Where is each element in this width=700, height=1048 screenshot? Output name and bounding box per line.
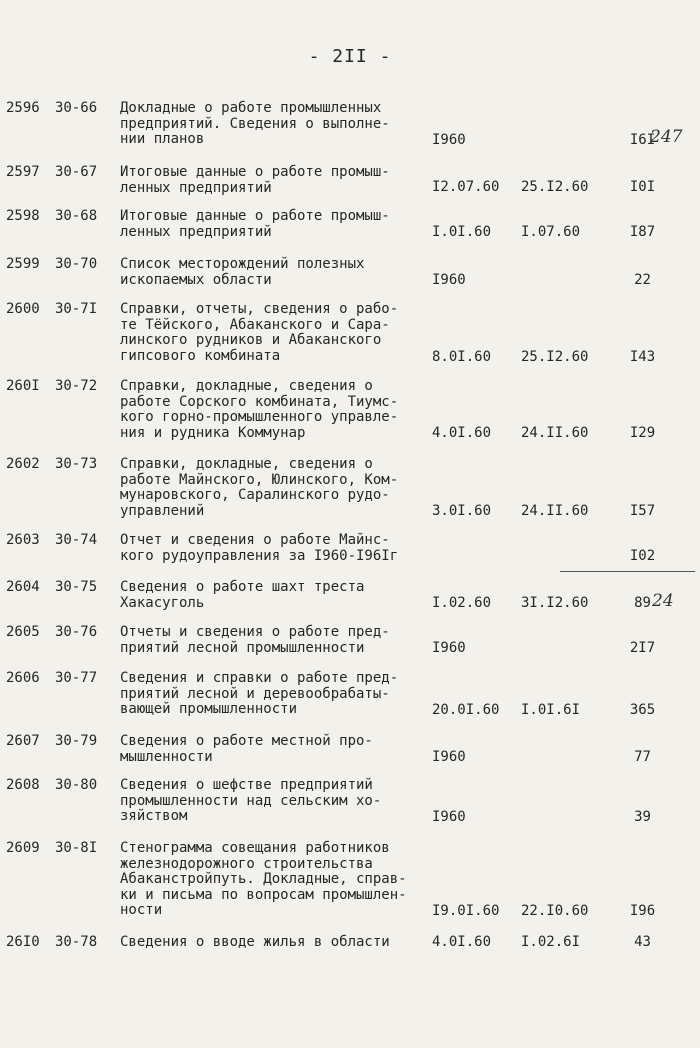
record-sheet-count: 39 <box>634 809 651 825</box>
record-code: 30-7I <box>55 301 98 317</box>
record-date-end: I.0I.6I <box>521 702 581 718</box>
record-number: 2608 <box>6 777 40 793</box>
record-sheet-count: 2I7 <box>629 640 656 656</box>
record-code: 30-70 <box>55 256 98 272</box>
record-date-end: I.07.60 <box>521 224 581 240</box>
record-date-start: I960 <box>432 640 466 656</box>
record-number: 260I <box>6 378 40 394</box>
record-date-start: 3.0I.60 <box>432 503 492 519</box>
record-code: 30-78 <box>55 934 98 950</box>
record-date-start: 20.0I.60 <box>432 702 500 718</box>
record-title: Справки, отчеты, сведения о рабо- те Тёйского, Абаканского и Сара- линского рудников и Абаканского гипсового комбината <box>120 301 399 364</box>
record-number: 2598 <box>6 208 40 224</box>
record-code: 30-77 <box>55 670 98 686</box>
record-title: Сведения о шефстве предприятий промышленности над сельским хо- зяйством <box>120 777 382 824</box>
record-code: 30-68 <box>55 208 98 224</box>
record-date-end: 25.I2.60 <box>521 179 589 195</box>
record-title: Список месторождений полезных ископаемых области <box>120 256 365 288</box>
record-title: Стенограмма совещания работников железнодорожного строительства Абаканстройпуть. Докладные, справ- ки и письма по вопросам промышлен- ности <box>120 840 407 918</box>
record-title: Сведения и справки о работе пред- приятий лесной и деревообрабаты- вающей промышленности <box>120 670 399 717</box>
record-number: 2600 <box>6 301 40 317</box>
record-date-start: I960 <box>432 272 466 288</box>
record-code: 30-73 <box>55 456 98 472</box>
record-number: 2605 <box>6 624 40 640</box>
record-title: Отчет и сведения о работе Майнс- кого рудоуправления за I960-I96Iг <box>120 532 399 564</box>
record-sheet-count: I29 <box>629 425 656 441</box>
record-date-end: 22.I0.60 <box>521 903 589 919</box>
record-sheet-count: 43 <box>634 934 651 950</box>
record-code: 30-8I <box>55 840 98 856</box>
record-sheet-count: 365 <box>629 702 656 718</box>
record-date-end: 25.I2.60 <box>521 349 589 365</box>
record-title: Отчеты и сведения о работе пред- приятий лесной промышленности <box>120 624 390 656</box>
record-date-start: I960 <box>432 749 466 765</box>
record-sheet-count: I0I <box>629 179 656 195</box>
record-date-end: 24.II.60 <box>521 503 589 519</box>
record-title: Сведения о работе местной про- мышленности <box>120 733 373 765</box>
record-number: 2602 <box>6 456 40 472</box>
record-code: 30-72 <box>55 378 98 394</box>
record-code: 30-75 <box>55 579 98 595</box>
record-date-end: 24.II.60 <box>521 425 589 441</box>
record-date-end: I.02.6I <box>521 934 581 950</box>
handwritten-note: 24 <box>652 591 674 611</box>
record-title: Итоговые данные о работе промыш- ленных предприятий <box>120 164 390 196</box>
record-number: 2603 <box>6 532 40 548</box>
record-title: Сведения о работе шахт треста Хакасуголь <box>120 579 365 611</box>
page-number: - 2II - <box>308 46 392 67</box>
record-date-start: I2.07.60 <box>432 179 500 195</box>
record-title: Справки, докладные, сведения о работе Сорского комбината, Тиумс- кого горно-промышленного управле- ния и рудника Коммунар <box>120 378 399 441</box>
divider-line <box>560 571 695 572</box>
record-code: 30-76 <box>55 624 98 640</box>
record-code: 30-79 <box>55 733 98 749</box>
record-sheet-count: I02 <box>629 548 656 564</box>
record-number: 2604 <box>6 579 40 595</box>
record-sheet-count: I87 <box>629 224 656 240</box>
handwritten-note: 247 <box>650 127 683 147</box>
record-number: 2607 <box>6 733 40 749</box>
record-number: 2606 <box>6 670 40 686</box>
record-date-start: 8.0I.60 <box>432 349 492 365</box>
record-number: 2596 <box>6 100 40 116</box>
record-sheet-count: I43 <box>629 349 656 365</box>
record-sheet-count: 22 <box>634 272 651 288</box>
record-date-start: I.0I.60 <box>432 224 492 240</box>
record-number: 2597 <box>6 164 40 180</box>
record-number: 2609 <box>6 840 40 856</box>
record-date-start: I9.0I.60 <box>432 903 500 919</box>
record-sheet-count: I96 <box>629 903 656 919</box>
record-date-start: 4.0I.60 <box>432 425 492 441</box>
record-sheet-count: I6I <box>629 132 656 148</box>
record-title: Сведения о вводе жилья в области <box>120 934 390 950</box>
record-date-start: I.02.60 <box>432 595 492 611</box>
record-date-start: I960 <box>432 132 466 148</box>
record-sheet-count: I57 <box>629 503 656 519</box>
record-code: 30-66 <box>55 100 98 116</box>
record-sheet-count: 77 <box>634 749 651 765</box>
record-title: Справки, докладные, сведения о работе Майнского, Юлинского, Ком- мунаровского, Саралинского рудо- управлений <box>120 456 399 519</box>
record-date-start: 4.0I.60 <box>432 934 492 950</box>
record-title: Итоговые данные о работе промыш- ленных предприятий <box>120 208 390 240</box>
record-code: 30-67 <box>55 164 98 180</box>
record-code: 30-74 <box>55 532 98 548</box>
record-date-start: I960 <box>432 809 466 825</box>
record-number: 2599 <box>6 256 40 272</box>
record-title: Докладные о работе промышленных предприятий. Сведения о выполне- нии планов <box>120 100 390 147</box>
record-number: 26I0 <box>6 934 40 950</box>
record-sheet-count: 89 <box>634 595 651 611</box>
record-date-end: 3I.I2.60 <box>521 595 589 611</box>
record-code: 30-80 <box>55 777 98 793</box>
